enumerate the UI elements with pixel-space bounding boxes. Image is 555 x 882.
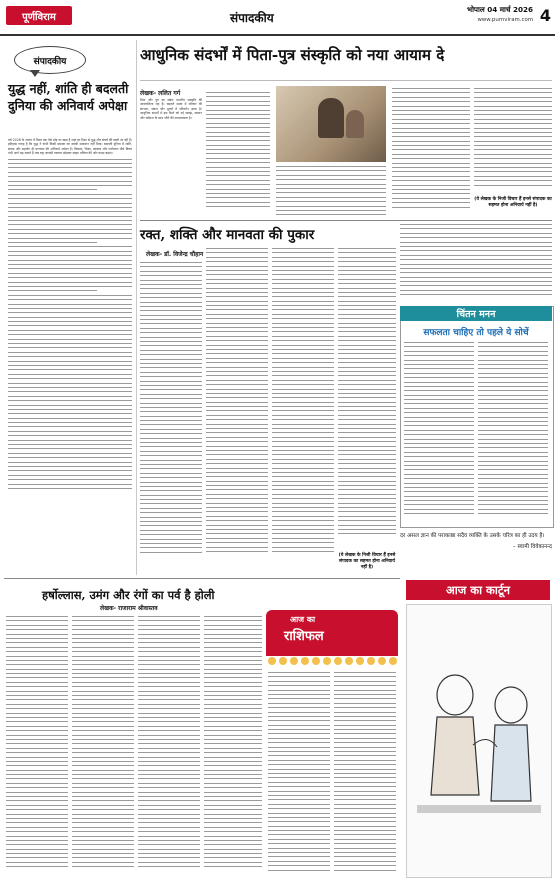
lower-section-rule <box>4 578 400 579</box>
holi-col1 <box>6 616 68 878</box>
zodiac-icon <box>345 657 353 665</box>
editorial-body-text: वर्ष 2026 के आरंभ में विश्व एक ऐसे मोड़ पर खड़ा है जहां हर दिशा से युद्ध और संघर्ष की खबरें आ रही हैं। इतिहास गवाह है कि युद्ध ने कभी किसी समस्या का स्थायी समाधान नहीं दिया। बदलती दुनिया में शांति, संवाद और सहयोग ही मानवता की अनिवार्य अपेक्षा है। विकास, शिक्षा, स्वास्थ्य और पर्यावरण जैसे विषय तभी आगे बढ़ सकते हैं जब राष्ट्र आपसी टकराव छोड़कर साझा भविष्य की ओर कदम बढ़ाएं। <box>8 138 132 156</box>
quote-author: – स्वामी विवेकानन्द <box>512 544 552 550</box>
cartoon-title: आज का कार्टून <box>406 580 550 600</box>
main-headline: आधुनिक संदर्भों में पिता-पुत्र संस्कृति को नया आयाम दे <box>140 46 445 64</box>
photo-figure <box>318 98 344 138</box>
second-story-col3 <box>272 248 334 568</box>
main-story-disclaimer: (ये लेखक के निजी विचार हैं इनसे संपादक का सहमत होना अनिवार्य नहीं है) <box>474 197 552 208</box>
holi-col2 <box>72 616 134 878</box>
chintan-headline: सफलता चाहिए तो पहले ये सोचें <box>423 328 529 338</box>
editorial-headline: युद्ध नहीं, शांति ही बदलती दुनिया की अनिवार्य अपेक्षा <box>8 81 129 113</box>
zodiac-icon <box>356 657 364 665</box>
main-story-col5 <box>474 88 552 192</box>
editorial-badge <box>8 44 86 78</box>
section-rule <box>140 220 552 221</box>
holi-byline: लेखक- राजाराम श्रीवास्तव <box>100 605 158 612</box>
section-title: संपादकीय <box>230 11 274 25</box>
quote-block <box>400 532 552 550</box>
column-divider <box>136 40 137 575</box>
second-story-col4 <box>338 248 396 548</box>
main-story-body <box>140 98 202 218</box>
zodiac-icon <box>323 657 331 665</box>
zodiac-icon <box>301 657 309 665</box>
speech-bubble-tail <box>30 70 40 77</box>
editorial-body-continued <box>8 159 132 489</box>
second-story-byline: लेखक- डॉ. विजेन्द्र चौहान <box>146 251 204 258</box>
issue-date: भोपाल 04 मार्च 2026 <box>467 5 533 14</box>
zodiac-icon <box>312 657 320 665</box>
rashifal-top-label: आज का <box>290 615 316 624</box>
holi-col3 <box>138 616 200 878</box>
right-column-text <box>400 224 552 302</box>
zodiac-icon <box>290 657 298 665</box>
second-story-col2 <box>206 248 268 568</box>
site-url: www.purnviram.com <box>477 17 533 23</box>
page-number: 4 <box>539 6 551 25</box>
rashifal-col2 <box>334 672 396 878</box>
zodiac-icon <box>389 657 397 665</box>
chintan-col2 <box>478 342 548 522</box>
second-story-disclaimer: (ये लेखक के निजी विचार हैं इनसे संपादक का सहमत होना अनिवार्य नहीं है) <box>338 553 396 570</box>
main-story-col2 <box>206 92 270 218</box>
editorial-body <box>8 138 132 574</box>
quote-text: दर असल ज्ञान की पराकाष्ठा सदैव व्यक्ति के उसके चरित्र का ही उदय है। <box>400 533 545 539</box>
speech-bubble-icon <box>14 46 86 74</box>
main-story-below-photo <box>276 166 386 218</box>
cartoon-drawing <box>407 605 551 877</box>
second-story-col1 <box>140 262 202 568</box>
main-story-byline: लेखक- ललित गर्ग <box>140 90 181 97</box>
rashifal-col1 <box>268 672 330 878</box>
main-story-body-text: पिता और पुत्र का संबंध भारतीय संस्कृति की आधारशिला रहा है। बदलते समय में परिवार की संरचना, संवाद और मूल्यों में परिवर्तन आया है। आधुनिक संदर्भों में इस रिश्ते को नई समझ, सम्मान और संवेदना के साथ जीने की आवश्यकता है। <box>140 98 202 120</box>
chintan-title: चिंतन मनन <box>400 306 552 321</box>
rashifal-title: राशिफल <box>284 629 324 644</box>
holi-col4 <box>204 616 262 878</box>
zodiac-icon <box>378 657 386 665</box>
brand-logo: पूर्णविराम <box>6 6 72 25</box>
headline-rule <box>140 80 552 81</box>
main-story-col4 <box>392 88 470 218</box>
holi-headline: हर्षोल्लास, उमंग और रंगों का पर्व है होली <box>42 588 215 602</box>
second-story-headline: रक्त, शक्ति और मानवता की पुकार <box>140 227 315 243</box>
zodiac-icon <box>367 657 375 665</box>
zodiac-icon <box>279 657 287 665</box>
zodiac-icon <box>268 657 276 665</box>
zodiac-icon <box>334 657 342 665</box>
editorial-badge-label: संपादकीय <box>33 56 67 67</box>
chintan-col1 <box>404 342 474 522</box>
zodiac-icons <box>266 656 398 666</box>
cartoon-image <box>406 604 552 878</box>
story-photo <box>276 86 386 162</box>
photo-figure <box>346 110 364 138</box>
